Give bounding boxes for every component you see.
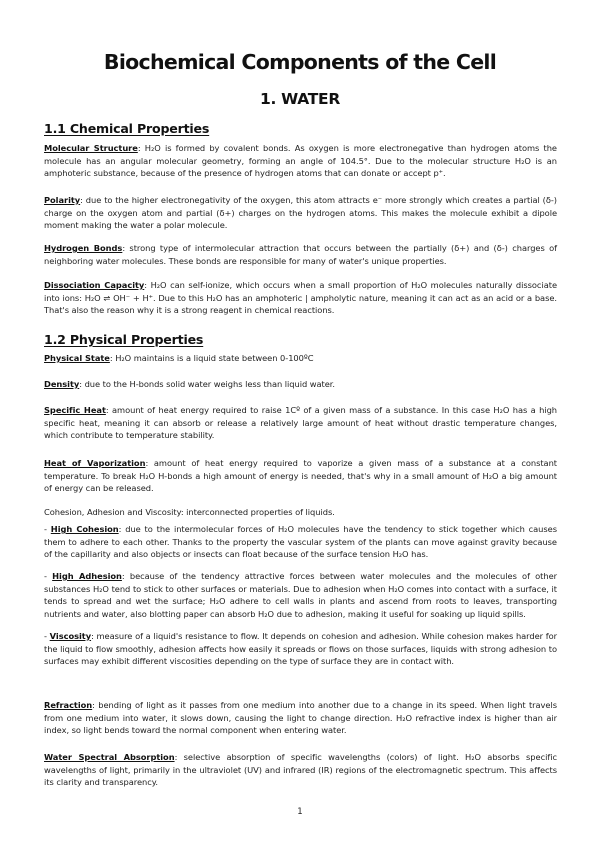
paragraph-text: : strong type of intermolecular attraction that occurs between the partially (δ+) and (δ-) charges of neighboring water molecules. These bonds are responsible for many of water's unique properties. [44, 243, 557, 266]
paragraph-cohesion-intro [44, 506, 557, 519]
paragraph-molecular-structure [44, 142, 557, 180]
term-label: Polarity [44, 195, 81, 205]
paragraph-polarity [44, 194, 557, 232]
term-label: High Cohesion [50, 524, 119, 534]
paragraph-text: : because of the tendency attractive forces between water molecules and the molecules of other substances H₂O tend to stick to other surfaces or materials. Due to adhesion when H₂O comes into contact with a surface, it tends to spread and wet the surface; H₂O adhere to cell walls in plants and ascend from roots to leaves, transporting nutrients and water, also blotting paper can absorb H₂O due to adhesion, making it useful for soaking up liquid spills. [44, 571, 557, 619]
paragraph-text: : due to the H-bonds solid water weighs less than liquid water. [79, 379, 335, 389]
term-label: Molecular Structure [44, 143, 138, 153]
term-label: High Adhesion [52, 571, 122, 581]
paragraph-text: : H₂O maintains is a liquid state between 0-100ºC [109, 353, 314, 363]
paragraph-text: : H₂O can self-ionize, which occurs when a small proportion of H₂O molecules naturally dissociate into ions: H₂O ⇌ OH⁻ + H⁺. Due to this H₂O has an amphoteric | ampholytic nature, meaning it can act as an acid or a base. That's also the reason why it is a strong reagent in chemical reactions. [44, 280, 557, 316]
paragraph-text: : bending of light as it passes from one medium into another due to a change in its speed. When light travels from one medium into water, it slows down, causing the light to change direction. H₂O refractive index is higher than air index, so light bends toward the normal component when entering water. [44, 700, 557, 736]
paragraph-viscosity [44, 630, 557, 668]
paragraph-text: : amount of heat energy required to vaporize a given mass of a substance at a constant temperature. To break H₂O H-bonds a high amount of energy is needed, that's why in a small amount of H₂O a big amount of energy can be released. [44, 458, 557, 494]
paragraph-density [44, 378, 557, 391]
term-label: Dissociation Capacity [44, 280, 145, 290]
paragraph-heat-of-vaporization [44, 457, 557, 495]
paragraph-text: : due to the intermolecular forces of H₂O molecules have the tendency to stick together which causes them to adhere to each other. Thanks to the property the vascular system of the plants can move against gravity because of the capillarity and also objects or insects can float because of the surface tension H₂O has. [44, 524, 557, 560]
bullet-dash: - [44, 631, 50, 641]
document-title: Biochemical Components of the Cell [103, 50, 497, 74]
paragraph-hydrogen-bonds [44, 242, 557, 267]
term-label: Refraction [44, 700, 93, 710]
term-label: Density [44, 379, 80, 389]
paragraph-text: : amount of heat energy required to raise 1Cº of a given mass of a substance. In this case H₂O has a high specific heat, meaning it can absorb or release a relatively large amount of heat without drastic temperature changes, which contribute to temperature stability. [44, 405, 557, 441]
term-label: Heat of Vaporization [44, 458, 146, 468]
section-heading-chemical: 1.1 Chemical Properties [44, 121, 210, 136]
page-number: 1 [297, 807, 303, 817]
term-label: Hydrogen Bonds [44, 243, 123, 253]
section-heading-physical: 1.2 Physical Properties [44, 332, 204, 347]
paragraph-text: Cohesion, Adhesion and Viscosity: interconnected properties of liquids. [44, 507, 335, 517]
paragraph-specific-heat [44, 404, 557, 442]
chapter-heading: 1. WATER [260, 90, 340, 108]
paragraph-refraction [44, 699, 557, 737]
paragraph-high-cohesion [44, 523, 557, 561]
term-label: Water Spectral Absorption [44, 752, 175, 762]
term-label: Specific Heat [44, 405, 106, 415]
paragraph-dissociation-capacity [44, 279, 557, 317]
paragraph-text: : measure of a liquid's resistance to flow. It depends on cohesion and adhesion. While cohesion makes harder for the liquid to flow smoothly, adhesion affects how easily it spreads or flows on those surfaces, liquids with strong adhesion to surfaces may exhibit different viscosities depending on the type of surface they are in contact with. [44, 631, 558, 667]
paragraph-high-adhesion [44, 570, 557, 620]
paragraph-text: : H₂O is formed by covalent bonds. As oxygen is more electronegative than hydrogen atoms the molecule has an angular molecular geometry, forming an angle of 104.5°. Due to the molecular structure H₂O is an amphoteric substance, because of the presence of hydrogen atoms that can donate or accept p⁺. [44, 143, 557, 179]
paragraph-water-spectral-absorption [44, 751, 557, 789]
bullet-dash: - [44, 524, 51, 534]
paragraph-text: : due to the higher electronegativity of the oxygen, this atom attracts e⁻ more strongly which creates a partial (δ-) charge on the oxygen atom and partial (δ+) charges on the hydrogen atoms. This makes the molecule exhibit a dipole moment making the water a polar molecule. [44, 195, 557, 231]
paragraph-text: : selective absorption of specific wavelengths (colors) of light. H₂O absorbs specific wavelengths of light, primarily in the ultraviolet (UV) and infrared (IR) regions of the electromagnetic spectrum. This affects its clarity and transparency. [44, 752, 557, 788]
term-label: Viscosity [49, 631, 92, 641]
term-label: Physical State [44, 353, 110, 363]
bullet-dash: - [44, 571, 53, 581]
paragraph-physical-state [44, 352, 557, 365]
